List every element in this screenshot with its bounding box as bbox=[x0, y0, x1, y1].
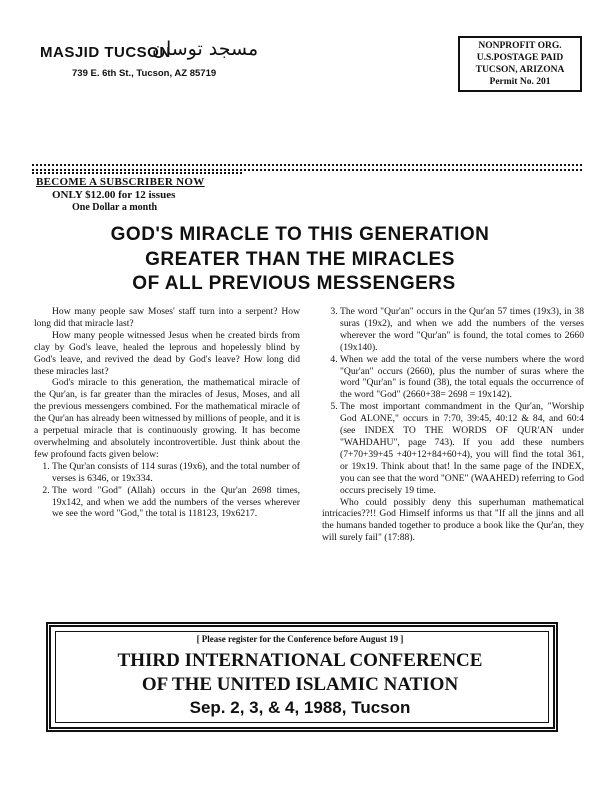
conference-registration-note: [ Please register for the Conference before August 19 ] bbox=[196, 634, 404, 644]
conference-dates: Sep. 2, 3, & 4, 1988, Tucson bbox=[189, 698, 411, 717]
subscribe-monthly: One Dollar a month bbox=[72, 202, 158, 213]
fact-item: 3. The word "Qur'an" occurs in the Qur'an 57 times (19x3), in 38 suras (19x2), and when we add the numbers of the verses wherever the word "Qur'an" is found, the total comes to 2660 (19x140). bbox=[340, 306, 584, 354]
fact-item: 1. The Qur'an consists of 114 suras (19x6), and the total number of verses is 6346, or 19x334. bbox=[52, 461, 300, 485]
headline-line-3: OF ALL PREVIOUS MESSENGERS bbox=[132, 273, 456, 294]
conference-title-line-1: THIRD INTERNATIONAL CONFERENCE bbox=[117, 650, 483, 671]
article-paragraph: God's miracle to this generation, the mathematical miracle of the Qur'an, is far greater than the miracles of Jesus, Moses, and all the previous messengers combined. For the mathematical miracle of the Qur'an has already been witnessed by millions of people, and it is a perpetual miracle that is continuously growing. It has become overwhelming and absolutely incontrovertible. Just think about the few profound facts given below: bbox=[34, 377, 300, 460]
fact-item: 2. The word "God" (Allah) occurs in the Qur'an 2698 times, 19x142, and when we add the numbers of the verses wherever we see the word "God," the total is 118123, 19x6217. bbox=[52, 485, 300, 521]
article-paragraph: How many people saw Moses' staff turn into a serpent? How long did that miracle last? bbox=[34, 306, 300, 329]
permit-line: TUCSON, ARIZONA bbox=[475, 65, 565, 75]
postage-permit-box bbox=[458, 36, 582, 92]
article-paragraph: How many people witnessed Jesus when he created birds from clay by God's leave, healed the leprous and hopelessly blind by God's leave, and revived the dead by God's leave? How long did these miracles last? bbox=[34, 329, 300, 377]
masthead-title: MASJID TUCSON bbox=[40, 44, 171, 61]
permit-line: Permit No. 201 bbox=[489, 77, 551, 87]
dotted-divider bbox=[32, 164, 582, 166]
fact-item: 4. When we add the total of the verse numbers where the word "Qur'an" occurs (2660), plus the number of suras where the word "Qur'an" is found (38), the total equals the occurrence of the word "God" (2660+38= 2698 = 19x142). bbox=[340, 354, 584, 402]
headline-line-1: GOD'S MIRACLE TO THIS GENERATION bbox=[110, 224, 490, 245]
fact-item: 5. The most important commandment in the Qur'an, "Worship God ALONE," occurs in 7:70, 39:45, 40:12 & 84, and 60:4 (see INDEX TO THE WORDS OF QUR'AN under "WAHDAHU", page 743). If you add these numbers (7+70+39+45 +40+12+84+60+4), you will find the total 361, or 19x19. Think about that! In the same page of the INDEX, you can see that the word "ONE" (WAAHED) referring to God occurs precisely 19 time. bbox=[340, 401, 584, 496]
dotted-divider bbox=[32, 172, 242, 174]
subscribe-heading: BECOME A SUBSCRIBER NOW bbox=[36, 176, 205, 188]
facts-list bbox=[34, 461, 300, 521]
masthead-address: 739 E. 6th St., Tucson, AZ 85719 bbox=[72, 68, 217, 79]
conference-title-line-2: OF THE UNITED ISLAMIC NATION bbox=[141, 674, 459, 695]
permit-line: NONPROFIT ORG. bbox=[478, 41, 562, 51]
dotted-divider bbox=[32, 169, 582, 171]
facts-list bbox=[322, 306, 584, 497]
subscribe-price: ONLY $12.00 for 12 issues bbox=[52, 189, 176, 201]
article-column-left bbox=[34, 306, 300, 520]
headline-line-2: GREATER THAN THE MIRACLES bbox=[145, 249, 455, 270]
article-column-right bbox=[322, 306, 584, 544]
permit-line: U.S.POSTAGE PAID bbox=[476, 53, 564, 63]
article-paragraph: Who could possibly deny this superhuman mathematical intricacies??!! God Himself informs us that "If all the jinns and all the humans banded together to produce a book like the Qur'an, they will surely fail" (17:88). bbox=[322, 496, 584, 544]
masthead-arabic-title: مسجد توسان bbox=[152, 38, 259, 60]
